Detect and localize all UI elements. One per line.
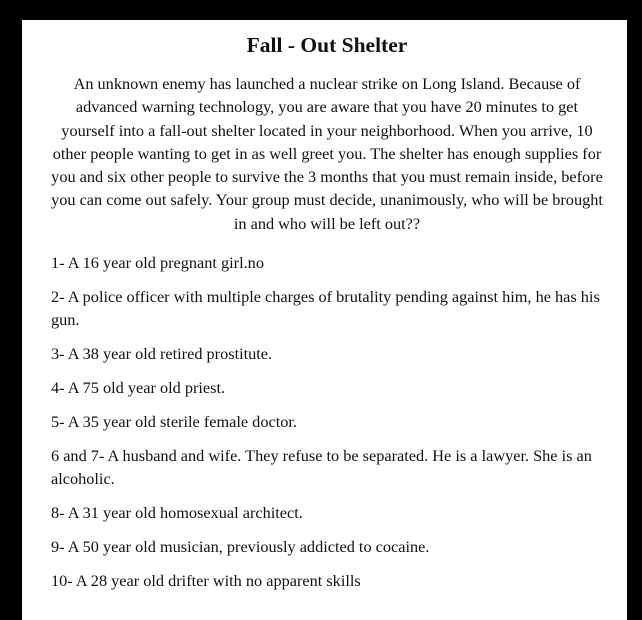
document-page — [22, 20, 627, 620]
list-item: 9- A 50 year old musician, previously addicted to cocaine. — [51, 537, 430, 557]
list-item: 5- A 35 year old sterile female doctor. — [51, 412, 297, 432]
intro-paragraph: An unknown enemy has launched a nuclear strike on Long Island. Because of advanced warning technology, you are aware that you have 20 minutes to get yourself into a fall-out shelter located in your neighborhood. When you arrive, 10 other people wanting to get in as well greet you. The shelter has enough supplies for you and six other people to survive the 3 months that you must remain inside, before you can come out safely. Your group must decide, unanimously, who will be brought in and who will be left out?? — [51, 74, 603, 233]
document-title: Fall - Out Shelter — [246, 33, 408, 57]
list-item: 6 and 7- A husband and wife. They refuse to be separated. He is a lawyer. She is an alcoholic. — [51, 446, 592, 489]
list-item: 1- A 16 year old pregnant girl.no — [51, 253, 264, 273]
list-item: 3- A 38 year old retired prostitute. — [51, 344, 273, 364]
list-item: 4- A 75 old year old priest. — [51, 378, 226, 398]
list-item: 8- A 31 year old homosexual architect. — [51, 503, 303, 523]
list-item: 2- A police officer with multiple charges of brutality pending against him, he has his gun. — [51, 287, 600, 330]
candidate-list — [51, 251, 603, 592]
list-item: 10- A 28 year old drifter with no apparent skills — [51, 571, 361, 591]
